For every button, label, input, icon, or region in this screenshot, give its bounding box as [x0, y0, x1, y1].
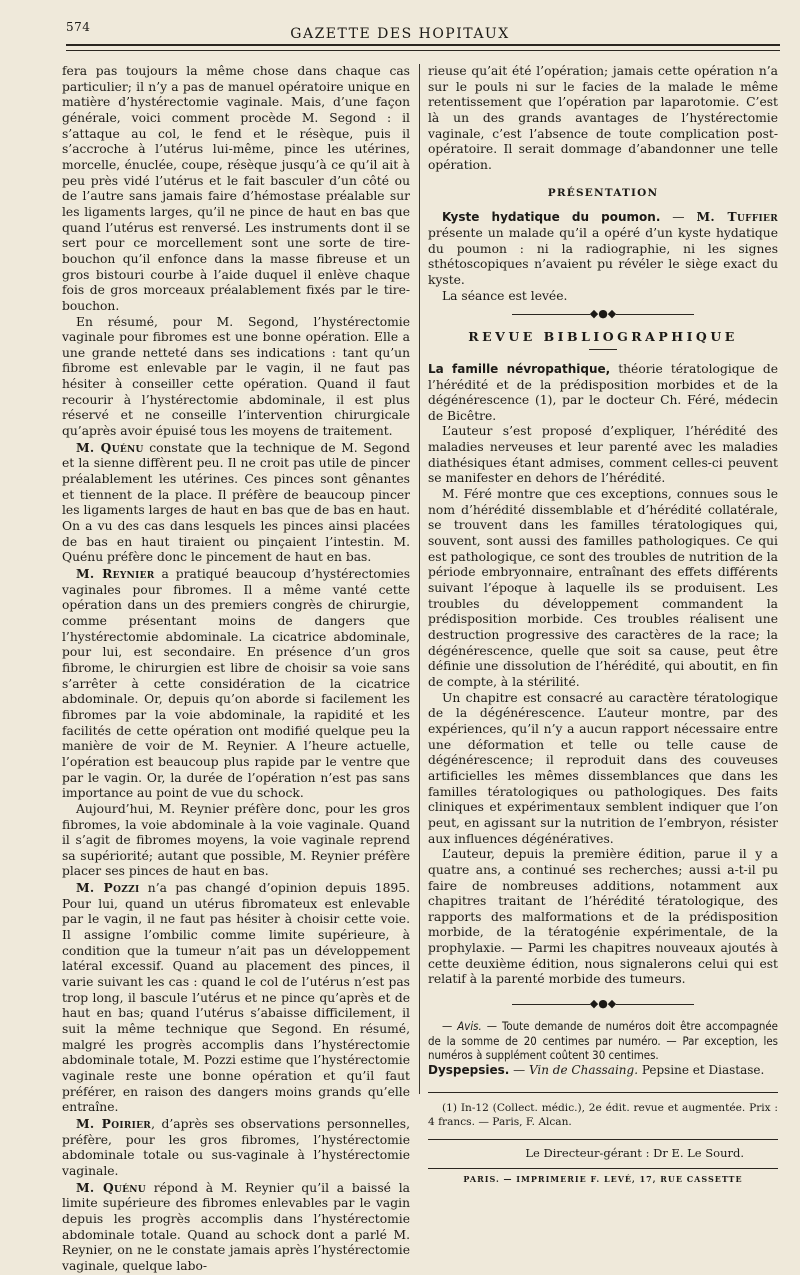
paragraph: L’auteur, depuis la première édition, parue il y a quatre ans, a continué ses recherches; aussi a-t-il pu faire de nombreuses additions, notamment aux chapitres traitant de l’hérédité tératologique, des rapports des malformations et de la prédisposition morbide, de la tératogénie expérimentale, de la prophylaxie. — Parmi les chapitres nouveaux ajoutés à cette deuxième édition, nous signalerons celui qui est relatif à la parenté morbide des tumeurs.: [428, 847, 778, 987]
dash: —: [442, 1019, 458, 1034]
running-title: GAZETTE DES HOPITAUX: [290, 26, 510, 42]
ornamental-separator: ◆●◆: [428, 998, 778, 1009]
paragraph: M. Féré montre que ces exceptions, connues sous le nom d’hérédité dissemblable et d’hérédité collatérale, se trouvent dans les familles tératologiques qui, souvent, sont aussi des familles pathologiques. Ce qui est pathologique, ce sont des troubles de nutrition de la période embryonnaire, entraînant des effets différents suivant l’époque à laquelle ils se produisent. Les troubles du développement commandent la prédisposition morbide. Ces troubles réalisent une destruction progressive des caractères de la race; la dégénérescence, quelle que soit sa cause, peut être définie une dissolution de l’hérédité, qui aboutit, en fin de compte, à la stérilité.: [428, 487, 778, 689]
paragraph: rieuse qu’ait été l’opération; jamais cette opération n’a sur le pouls ni sur le facies de la malade le même retentissement que l’opération par laparotomie. C’est là un des grands avantages de l’hystérectomie vaginale, c’est l’absence de toute complication post-opératoire. Il serait dommage d’abandonner une telle opération.: [428, 64, 778, 172]
paragraph-text: répond à M. Reynier qu’il a baissé la limite supérieure des fibromes enlevables par le vagin depuis les progrès accomplis dans l’hystérectomie abdominale totale. Quand au schock dont a parlé M. Reynier, on ne le constate jamais après l’hystérectomie vaginale, quelque labo-: [62, 1180, 410, 1273]
printer-rule: [428, 1168, 778, 1169]
paragraph: [62, 1180, 410, 1275]
paragraph: [62, 1116, 410, 1180]
paragraph: [428, 209, 778, 288]
paragraph-text: constate que la technique de M. Segond et la sienne diffèrent peu. Il ne croit pas utile de pincer préalablement les utérines. Ces pinces sont gênantes et tiennent de la place. Il préfère de beaucoup pincer les ligaments larges de haut en bas que de bas en haut. On a vu des cas dans lesquels les pinces ainsi placées de bas en haut tiraient ou pinçaient l’intestin. M. Quénu préfère donc le pincement de haut en bas.: [62, 440, 410, 565]
paragraph: Aujourd’hui, M. Reynier préfère donc, pour les gros fibromes, la voie abdominale à la voie vaginale. Quand il s’agit de fibromes moyens, la voie vaginale reprend sa supériorité; autant que possible, M. Reynier préfère placer ses pinces de haut en bas.: [62, 801, 410, 879]
right-column: [428, 64, 778, 1188]
notice: [428, 1019, 778, 1063]
paragraph-text: présente un malade qu’il a opéré d’un kyste hydatique du poumon : ni la radiographie, ni les signes sthétoscopiques n’avaient pu révéler le siège exact du kyste.: [428, 225, 778, 287]
speaker-name: M. Poirier: [76, 1115, 152, 1131]
speaker-name: M. Quénu: [76, 439, 144, 455]
column-divider: [419, 64, 420, 1094]
page-number: 574: [66, 20, 91, 34]
speaker-name: M. Reynier: [76, 566, 155, 581]
speaker-name: M. Tuffier: [696, 209, 778, 225]
section-heading-presentation: PRÉSENTATION: [547, 186, 659, 199]
speaker-name: M. Pozzi: [76, 880, 140, 896]
paragraph-text: théorie tératologique de l’hérédité et de la prédisposition morbides et de la dégénérescence (1), par le docteur Ch. Féré, médecin de Bicêtre.: [428, 361, 778, 423]
paragraph: fera pas toujours la même chose dans chaque cas particulier; il n’y a pas de manuel opératoire unique en matière d’hystérectomie vaginale. Mais, d’une façon générale, voici comment procède M. Segond : il s’attaque au col, le fend et le résèque, puis il s’accroche à l’utérus lui-même, pince les utérines, morcelle, énuclée, coupe, résèque jusqu’à ce qu’il ait à peu près vidé l’utérus et le fait basculer d’un côté ou de l’autre sans jamais faire d’hémostase préalable sur les ligaments larges, qu’il ne pince de haut en bas que quand l’utérus est renversé. Les instruments dont il se sert pour ce morcellement sont une sorte de tire-bouchon qu’il enfonce dans la masse fibreuse et un gros bistouri courbe à l’aide duquel il enlève chaque fois de gros morceaux préalablement fixés par le tire-bouchon.: [62, 64, 410, 313]
printer-line: PARIS. — IMPRIMERIE F. LEVÉ, 17, RUE CASSETTE: [463, 1173, 743, 1184]
paragraph-text: a pratiqué beaucoup d’hystérectomies vaginales pour fibromes. Il a même vanté cette opération dans un des premiers congrès de chirurgie, comme présentant moins de dangers que l’hystérectomie abdominale. La cicatrice abdominale, pour lui, est secondaire. En présence d’un gros fibrome, le chirurgien est libre de choisir sa voie sans s’arrêter à cette considération de la cicatrice abdominale. Or, depuis qu’on aborde si facilement les fibromes par la voie abdominale, la rapidité et les facilités de cette opération ont modifié quelque peu la manière de voir de M. Reynier. A l’heure actuelle, l’opération est beaucoup plus rapide par le ventre que par le vagin. Or, la durée de l’opération n’est pas sans importance au point de vue du schock.: [62, 567, 410, 801]
left-column: [62, 64, 410, 1275]
paragraph: L’auteur s’est proposé d’expliquer, l’hérédité des maladies nerveuses et leur parenté avec les maladies diathésiques étant admises, comment celles-ci peuvent se manifester en dehors de l’hérédité.: [428, 424, 778, 486]
article-title: Kyste hydatique du poumon.: [442, 210, 661, 225]
paragraph-text: n’a pas changé d’opinion depuis 1895. Pour lui, quand un utérus fibromateux est enlevable par le vagin, il ne faut pas hésiter à choisir cette voie. Il assigne l’ombilic comme limite supérieure, à condition que la tumeur n’ait pas un développement latéral excessif. Quand au placement des pinces, il varie suivant les cas : quand le col de l’utérus n’est pas trop long, il bascule l’utérus et ne pince qu’après et de haut en bas; quand l’utérus s’abaisse difficilement, il suit la même technique que Segond. En résumé, malgré les progrès accomplis dans l’hystérectomie abdominale totale, M. Pozzi estime que l’hystérectomie vaginale reste une bonne opération et qu’il faut préférer, en raison des dangers moins grands qu’elle entraîne.: [62, 881, 410, 1115]
paragraph: [428, 362, 778, 425]
advertisement: [428, 1063, 778, 1079]
notice-text: — Toute demande de numéros doit être accompagnée de la somme de 20 centimes par numéro. — Par exception, les numéros à supplément coûtent 30 centimes.: [428, 1019, 778, 1063]
speaker-name: M. Quénu: [76, 1179, 146, 1195]
ad-product: — Vin de Chassaing.: [509, 1062, 639, 1077]
paragraph: Un chapitre est consacré au caractère tératologique de la dégénérescence. L’auteur montre, par des expériences, qu’il n’y a aucun rapport nécessaire entre une déformation et telle ou telle cause de dégénérescence; il reproduit dans des couveuses artificielles les mêmes dissemblances que dans les familles tératologiques ou pathologiques. Des faits cliniques et expérimentaux semblent indiquer que l’on peut, en agissant sur la nutrition de l’embryon, résister aux influences dégénératives.: [428, 690, 778, 846]
footnote: (1) In-12 (Collect. médic.), 2e édit. revue et augmentée. Prix : 4 francs. — Paris, F. Alcan.: [428, 1102, 778, 1129]
paragraph: [62, 566, 410, 802]
ornamental-separator: ◆●◆: [428, 308, 778, 319]
paragraph-text: , d’après ses observations personnelles, préfère, pour les gros fibromes, l’hystérectomie abdominale totale ou sus-vaginale à l’hystérectomie vaginale.: [62, 1116, 411, 1178]
header-rule-thick: [66, 44, 780, 46]
ad-text: Pepsine et Diastase.: [638, 1062, 765, 1077]
paragraph: En résumé, pour M. Segond, l’hystérectomie vaginale pour fibromes est une bonne opération. Elle a une grande netteté dans ses indications : tant qu’un fibrome est enlevable par le vagin, il ne faut pas hésiter à conseiller cette opération. Quand il faut recourir à l’hystérectomie abdominale, il est plus réservé et ne conseille l’intervention chirurgicale qu’après avoir épuisé tous les moyens de traitement.: [62, 314, 410, 439]
short-rule: [589, 349, 617, 350]
paragraph: [62, 880, 410, 1116]
paragraph: [62, 440, 410, 566]
ad-title: Dyspepsies.: [428, 1062, 510, 1077]
dash: —: [660, 210, 697, 225]
section-heading-revue: REVUE BIBLIOGRAPHIQUE: [468, 329, 738, 345]
paragraph: La séance est levée.: [442, 288, 568, 303]
book-title: La famille névropathique,: [428, 361, 611, 376]
notice-label: Avis.: [457, 1019, 482, 1034]
director-line: Le Directeur-gérant : Dr E. Le Sourd.: [525, 1146, 744, 1161]
footnote-rule: [428, 1092, 778, 1093]
header-rule-thin: [66, 50, 780, 51]
director-rule: [428, 1139, 778, 1140]
